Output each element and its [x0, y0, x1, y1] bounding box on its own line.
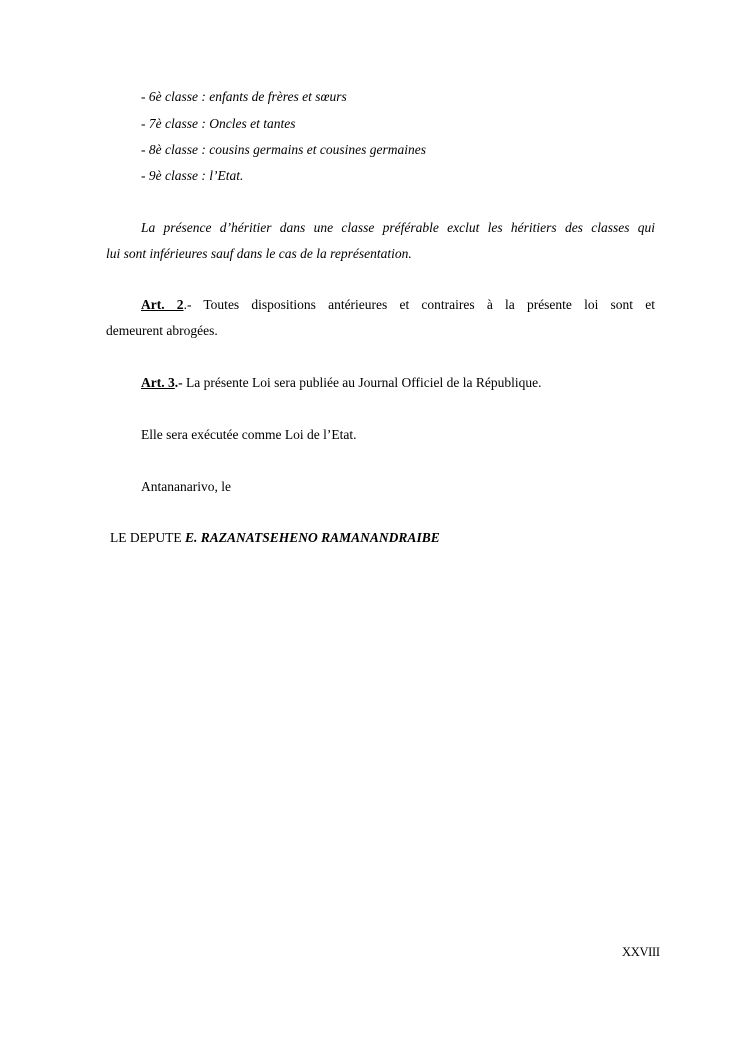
presence-paragraph-line-1: La présence d’héritier dans une classe préférable exclut les héritiers des classes qui	[141, 220, 655, 235]
article-2-line-1	[141, 297, 655, 313]
signature-line	[110, 530, 440, 546]
presence-paragraph-line-2: lui sont inférieures sauf dans le cas de la représentation.	[106, 246, 412, 261]
class-item-7: - 7è classe : Oncles et tantes	[141, 116, 296, 131]
article-2-text: Toutes dispositions antérieures et contraires à la présente loi sont et	[191, 297, 655, 312]
article-3-label: Art. 3	[141, 375, 175, 390]
class-item-9: - 9è classe : l’Etat.	[141, 168, 244, 183]
article-2-line-2: demeurent abrogées.	[106, 323, 218, 338]
place-date: Antananarivo, le	[141, 479, 231, 494]
class-item-8: - 8è classe : cousins germains et cousines germaines	[141, 142, 426, 157]
article-3	[141, 375, 542, 391]
signature-name: E. RAZANATSEHENO RAMANANDRAIBE	[185, 530, 440, 545]
execution-text: Elle sera exécutée comme Loi de l’Etat.	[141, 427, 357, 442]
article-3-separator: .-	[174, 375, 183, 390]
article-2-label: Art. 2	[141, 297, 184, 312]
page-number: XXVIII	[622, 945, 660, 959]
article-3-text: La présente Loi sera publiée au Journal Officiel de la République.	[182, 375, 542, 390]
class-item-6: - 6è classe : enfants de frères et sœurs	[141, 89, 347, 104]
article-2-separator: .-	[183, 297, 192, 312]
signature-prefix: LE DEPUTE	[110, 530, 185, 545]
